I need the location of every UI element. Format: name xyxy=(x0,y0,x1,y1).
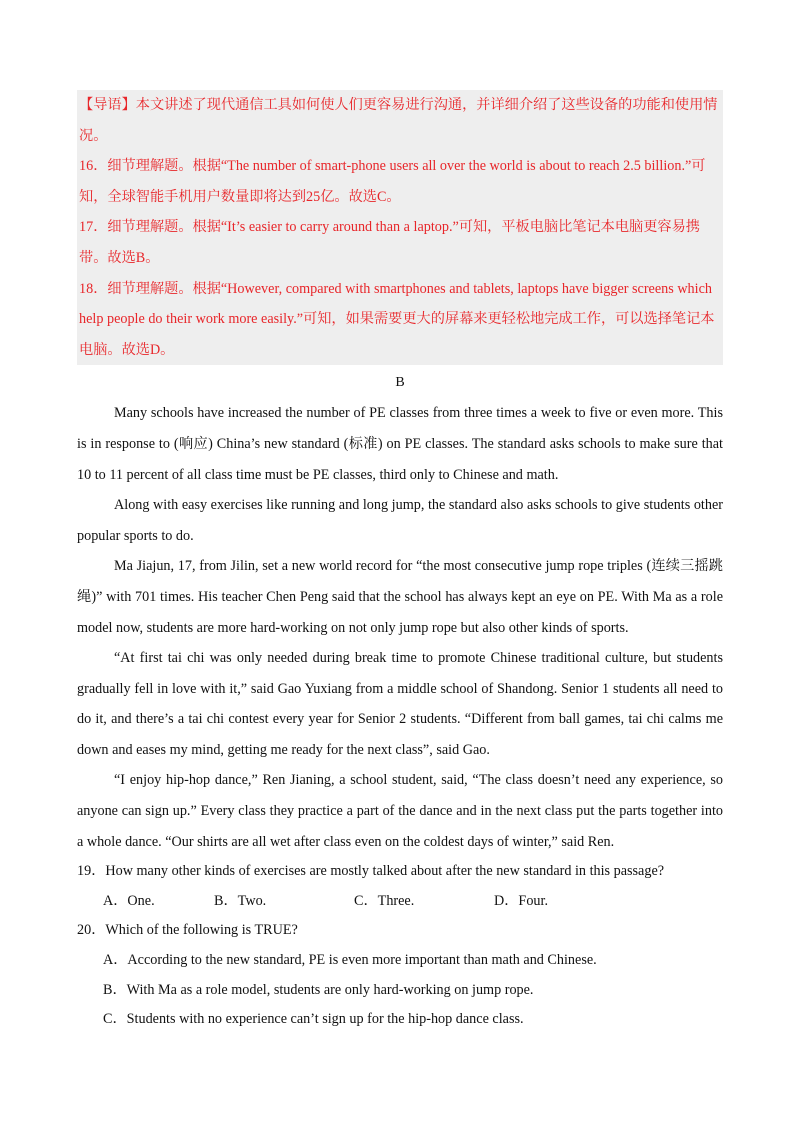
passage-paragraph: Ma Jiajun, 17, from Jilin, set a new world record for “the most consecutive jump rope triples (连续三摇跳绳)” with 701 times. His teacher Chen Peng said that the school has always kept an eye on PE. With Ma as a role model now, students are more hard-working on not only jump rope but also other kinds of sports. xyxy=(77,558,723,636)
passage-paragraph: “I enjoy hip-hop dance,” Ren Jianing, a school student, said, “The class doesn’t need any experience, so anyone can sign up.” Every class they practice a part of the dance and in the next class put the parts together into a whole dance. “Our shirts are all wet after class even on the coldest days of winter,” said Ren. xyxy=(77,772,723,850)
question-stem: 20．Which of the following is TRUE? xyxy=(77,922,298,939)
option-a[interactable]: A．According to the new standard, PE is even more important than math and Chinese. xyxy=(103,952,597,969)
option-b[interactable]: B．With Ma as a role model, students are only hard-working on jump rope. xyxy=(103,981,534,998)
option-c[interactable]: C．Three. xyxy=(354,892,415,909)
question-stem: 19．How many other kinds of exercises are mostly talked about after the new standard in this passage? xyxy=(77,863,665,880)
reading-passage xyxy=(77,398,723,857)
question-19 xyxy=(77,857,723,916)
document-page xyxy=(77,90,723,1035)
option-b[interactable]: B．Two. xyxy=(214,892,267,909)
passage-paragraph: “At first tai chi was only needed during break time to promote Chinese traditional culture, but students gradually fell in love with it,” said Gao Yuxiang from a middle school of Shandong. Senior 1 students all need to do it, and there’s a tai chi contest every year for Senior 2 students. “Different from ball games, tai chi calms me down and eases my mind, getting me ready for the next class”, said Gao. xyxy=(77,650,723,758)
passage-paragraph: Along with easy exercises like running and long jump, the standard also asks schools to give students other popular sports to do. xyxy=(77,497,723,544)
answer-analysis-box xyxy=(77,90,723,365)
analysis-item-17: 17．细节理解题。根据“It’s easier to carry around than a laptop.”可知，平板电脑比笔记本电脑更容易携带。故选B。 xyxy=(79,219,700,266)
section-heading: B xyxy=(395,375,405,391)
analysis-item-16: 16．细节理解题。根据“The number of smart-phone users all over the world is about to reach 2.5 billion.”可知，全球智能手机用户数量即将达到25亿。故选C。 xyxy=(79,158,706,205)
option-c[interactable]: C．Students with no experience can’t sign up for the hip-hop dance class. xyxy=(103,1011,524,1028)
answer-options xyxy=(77,887,723,917)
analysis-item-18: 18．细节理解题。根据“However, compared with smartphones and tablets, laptops have bigger screens which help people do their work more easily.”可知，如果需要更大的屏幕来更轻松地完成工作，可以选择笔记本电脑。故选D。 xyxy=(79,280,715,358)
passage-paragraph: Many schools have increased the number of PE classes from three times a week to five or even more. This is in response to (响应) China’s new standard (标准) on PE classes. The standard asks schools to make sure that 10 to 11 percent of all class time must be PE classes, third only to Chinese and math. xyxy=(77,405,723,483)
question-20 xyxy=(77,916,723,1034)
option-a[interactable]: A．One. xyxy=(103,892,155,909)
option-d[interactable]: D．Four. xyxy=(494,892,548,909)
analysis-guide: 【导语】本文讲述了现代通信工具如何使人们更容易进行沟通，并详细介绍了这些设备的功能和使用情况。 xyxy=(79,97,718,144)
